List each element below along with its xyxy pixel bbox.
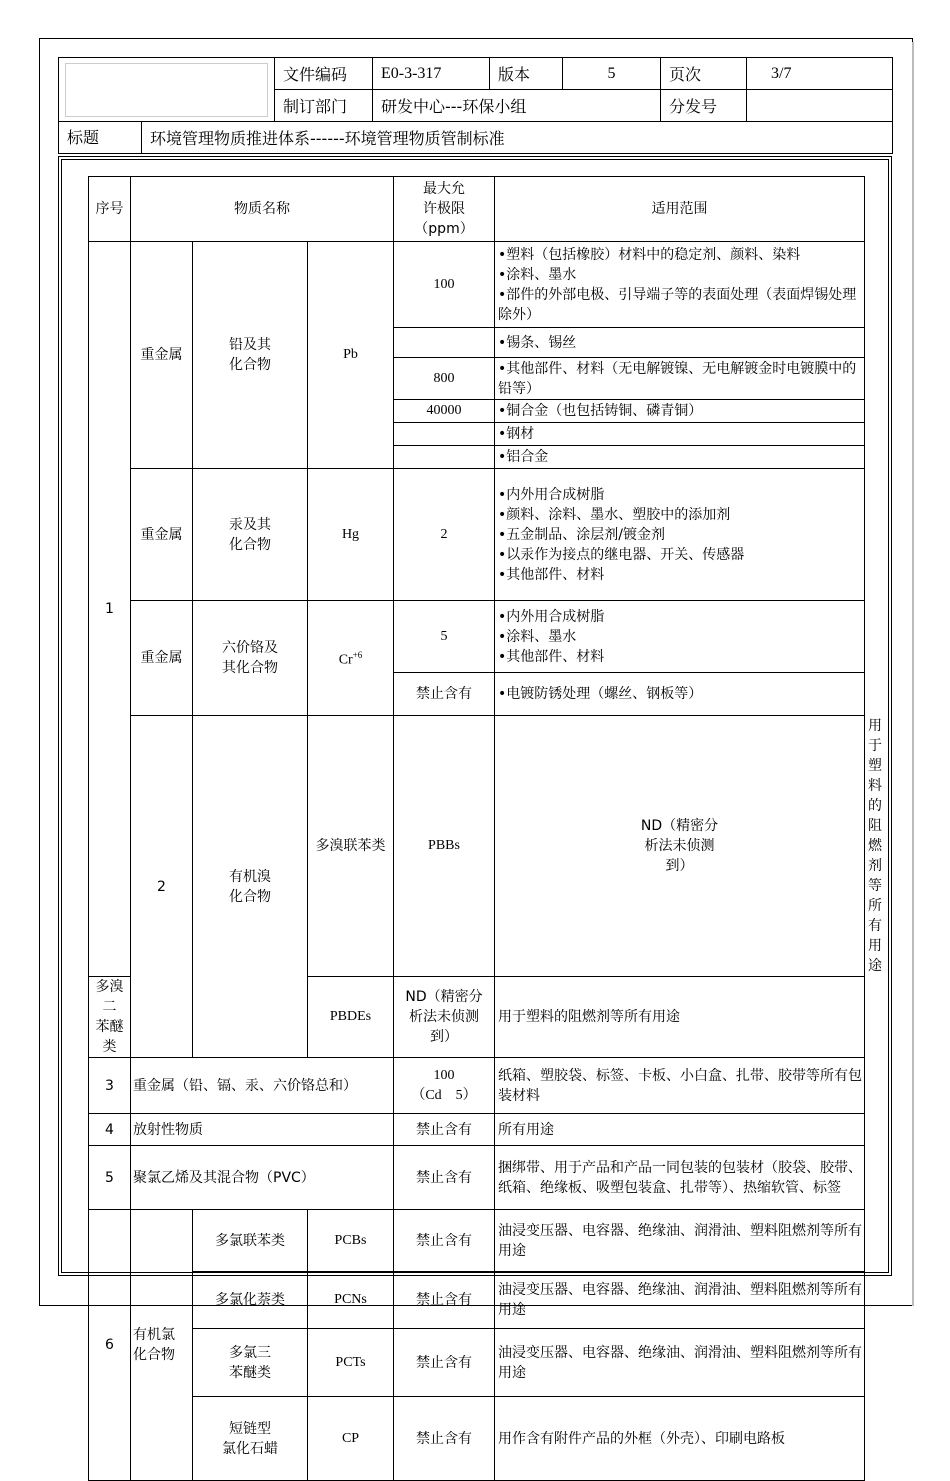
row-no: 1 [89,242,131,977]
substance-name: 多溴联苯类 [308,716,394,977]
substance-name: 汞及其 化合物 [193,469,308,601]
table-row [89,1329,865,1397]
page-label: 页次 [661,58,747,90]
document-header [58,57,893,154]
substance-symbol: PBDEs [308,977,394,1058]
substance-symbol: PCTs [308,1329,394,1397]
header-scope: 适用范围 [495,177,865,242]
scope: •电镀防锈处理（螺丝、钢板等） [495,673,865,716]
version-value: 5 [563,58,661,90]
substance-symbol: PBBs [394,716,495,977]
limit: 禁止含有 [394,673,495,716]
limit: 800 [394,358,495,400]
substance-symbol: CP [308,1397,394,1481]
substance-name: 六价铬及 其化合物 [193,601,308,716]
limit: 禁止含有 [394,1329,495,1397]
category: 有机溴 化合物 [193,716,308,1058]
substance-symbol: Pb [308,242,394,469]
limit [394,423,495,446]
title-label: 标题 [59,122,142,153]
table-row [89,242,865,328]
category: 有机氯 化合物 [131,1210,193,1481]
scope: 捆绑带、用于产品和产品一同包装的包装材（胶袋、胶带、纸箱、绝缘板、吸塑包装盒、扎带等）、热缩软管、标签 [495,1146,865,1210]
substance-name: 放射性物质 [131,1114,394,1146]
substance-name: 重金属（铅、镉、汞、六价铬总和） [131,1058,394,1114]
page-shadow [912,42,914,1306]
table-header-row [89,177,865,242]
limit: 40000 [394,400,495,423]
scope: •其他部件、材料（无电解镀镍、无电解镀金时电镀膜中的铅等） [495,358,865,400]
header-limit: 最大允 许极限 （ppm） [394,177,495,242]
table-row [89,1058,865,1114]
substance-table [88,176,883,1481]
dept-label: 制订部门 [275,90,373,122]
table-row [89,1114,865,1146]
scope: •塑料（包括橡胶）材料中的稳定剂、颜料、染料 •涂料、墨水 •部件的外部电极、引导端子等的表面处理（表面焊锡处理除外） [495,242,865,328]
limit: 禁止含有 [394,1210,495,1272]
limit: 5 [394,601,495,673]
scope: •内外用合成树脂 •涂料、墨水 •其他部件、材料 [495,601,865,673]
table-row [89,1397,865,1481]
row-no: 4 [89,1114,131,1146]
limit: 禁止含有 [394,1272,495,1329]
category: 重金属 [131,469,193,601]
scope: •内外用合成树脂 •颜料、涂料、墨水、塑胶中的添加剂 •五金制品、涂层剂/镀金剂 •以汞作为接点的继电器、开关、传感器 •其他部件、材料 [495,469,865,601]
limit [394,328,495,358]
version-label: 版本 [490,58,563,90]
scope: 用作含有附件产品的外框（外壳）、印刷电路板 [495,1397,865,1481]
substance-symbol: Hg [308,469,394,601]
scope: 所有用途 [495,1114,865,1146]
header-name: 物质名称 [131,177,394,242]
title-row [59,122,893,154]
substance-symbol: PCBs [308,1210,394,1272]
table-row [89,1146,865,1210]
doc-code-label: 文件编码 [275,58,373,90]
scope: •铝合金 [495,446,865,469]
substance-name: 铅及其 化合物 [193,242,308,469]
limit: 100 （Cd 5） [394,1058,495,1114]
doc-code: E0-3-317 [373,58,490,90]
substance-name: 聚氯乙烯及其混合物（PVC） [131,1146,394,1210]
limit: 100 [394,242,495,328]
scope: •钢材 [495,423,865,446]
substance-name: 多溴二 苯醚类 [89,977,131,1058]
dist-value [747,90,893,122]
table-row [89,469,865,601]
dept-value: 研发中心---环保小组 [373,90,661,122]
document-title: 环境管理物质推进体系------环境管理物质管制标准 [150,129,505,148]
substance-symbol: PCNs [308,1272,394,1329]
row-no: 6 [89,1210,131,1481]
logo-cell [59,58,275,122]
page-value: 3/7 [747,58,893,90]
scope: 纸箱、塑胶袋、标签、卡板、小白盒、扎带、胶带等所有包装材料 [495,1058,865,1114]
table-row [89,1272,865,1329]
limit: ND（精密分 析法未侦测 到） [495,716,865,977]
substance-symbol: $Cr^{+6}$ [308,601,394,716]
limit: 禁止含有 [394,1146,495,1210]
dist-label: 分发号 [661,90,747,122]
substance-name: 多氯三 苯醚类 [193,1329,308,1397]
substance-name: 多氯联苯类 [193,1210,308,1272]
scope: 油浸变压器、电容器、绝缘油、润滑油、塑料阻燃剂等所有用途 [495,1210,865,1272]
scope: •铜合金（也包括铸铜、磷青铜） [495,400,865,423]
limit: 禁止含有 [394,1397,495,1481]
limit: 2 [394,469,495,601]
table-row: 2 有机溴 化合物 多溴联苯类 PBBs ND（精密分 析法未侦测 到） 用于塑料的阻燃剂等所有用途 [89,716,865,977]
row-no: 3 [89,1058,131,1114]
company-logo [65,63,268,117]
header-no: 序号 [89,177,131,242]
scope: 用于塑料的阻燃剂等所有用途 [495,977,865,1058]
limit [394,446,495,469]
row-no: 5 [89,1146,131,1210]
limit: ND（精密分 析法未侦测 到） [394,977,495,1058]
substance-name: 多氯化萘类 [193,1272,308,1329]
table-row [89,601,865,673]
substance-name: 短链型 氯化石蜡 [193,1397,308,1481]
row-no: 2 [131,716,193,1058]
scope: 油浸变压器、电容器、绝缘油、润滑油、塑料阻燃剂等所有用途 [495,1329,865,1397]
limit: 禁止含有 [394,1114,495,1146]
category: 重金属 [131,601,193,716]
scope: •锡条、锡丝 [495,328,865,358]
table-row [89,1210,865,1272]
scope: 油浸变压器、电容器、绝缘油、润滑油、塑料阻燃剂等所有用途 [495,1272,865,1329]
category: 重金属 [131,242,193,469]
